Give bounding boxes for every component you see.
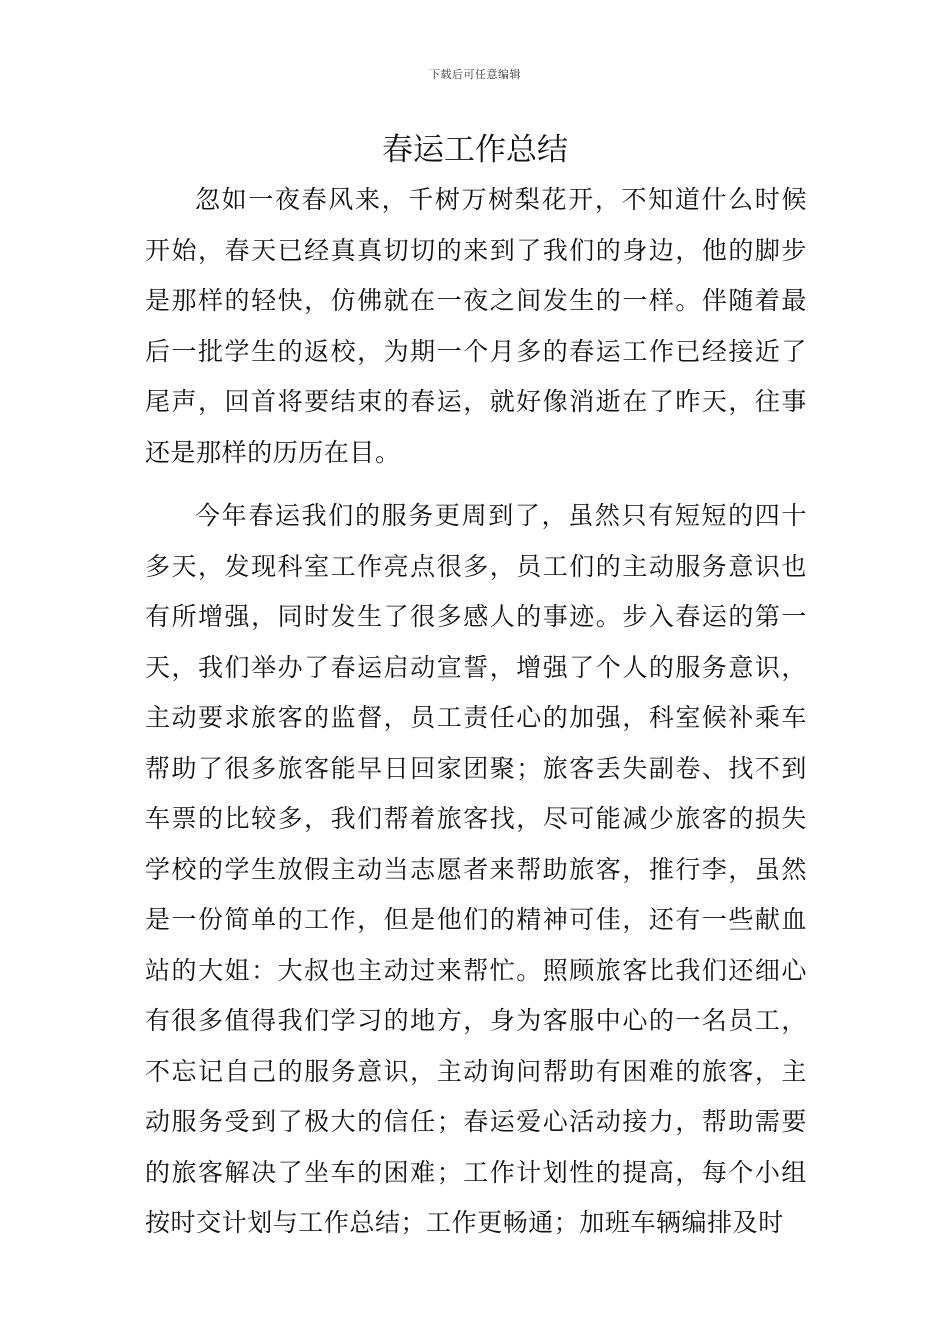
paragraph-1: 忽如一夜春风来，千树万树梨花开，不知道什么时候开始，春天已经真真切切的来到了我们的身边，他的脚步是那样的轻快，仿佛就在一夜之间发生的一样。伴随着最后一批学生的返校，为期一个月多的春运工作已经接近了尾声，回首将要结束的春运，就好像消逝在了昨天，往事还是那样的历历在目。	[145, 185, 807, 467]
document-title: 春运工作总结	[382, 132, 568, 168]
document-body	[145, 175, 807, 1249]
paragraph-2: 今年春运我们的服务更周到了，虽然只有短短的四十多天，发现科室工作亮点很多，员工们的主动服务意识也有所增强，同时发生了很多感人的事迹。步入春运的第一天，我们举办了春运启动宣誓，增强了个人的服务意识，主动要求旅客的监督，员工责任心的加强，科室候补乘车帮助了很多旅客能早日回家团聚；旅客丢失副卷、找不到车票的比较多，我们帮着旅客找，尽可能减少旅客的损失学校的学生放假主动当志愿者来帮助旅客，推行李，虽然是一份简单的工作，但是他们的精神可佳，还有一些献血站的大姐：大叔也主动过来帮忙。照顾旅客比我们还细心有很多值得我们学习的地方，身为客服中心的一名员工，不忘记自己的服务意识，主动询问帮助有困难的旅客，主动服务受到了极大的信任；春运爱心活动接力，帮助需要的旅客解决了坐车的困难；工作计划性的提高，每个小组按时交计划与工作总结；工作更畅通；加班车辆编排及时	[145, 501, 807, 1237]
header-note: 下载后可任意编辑	[429, 68, 521, 81]
